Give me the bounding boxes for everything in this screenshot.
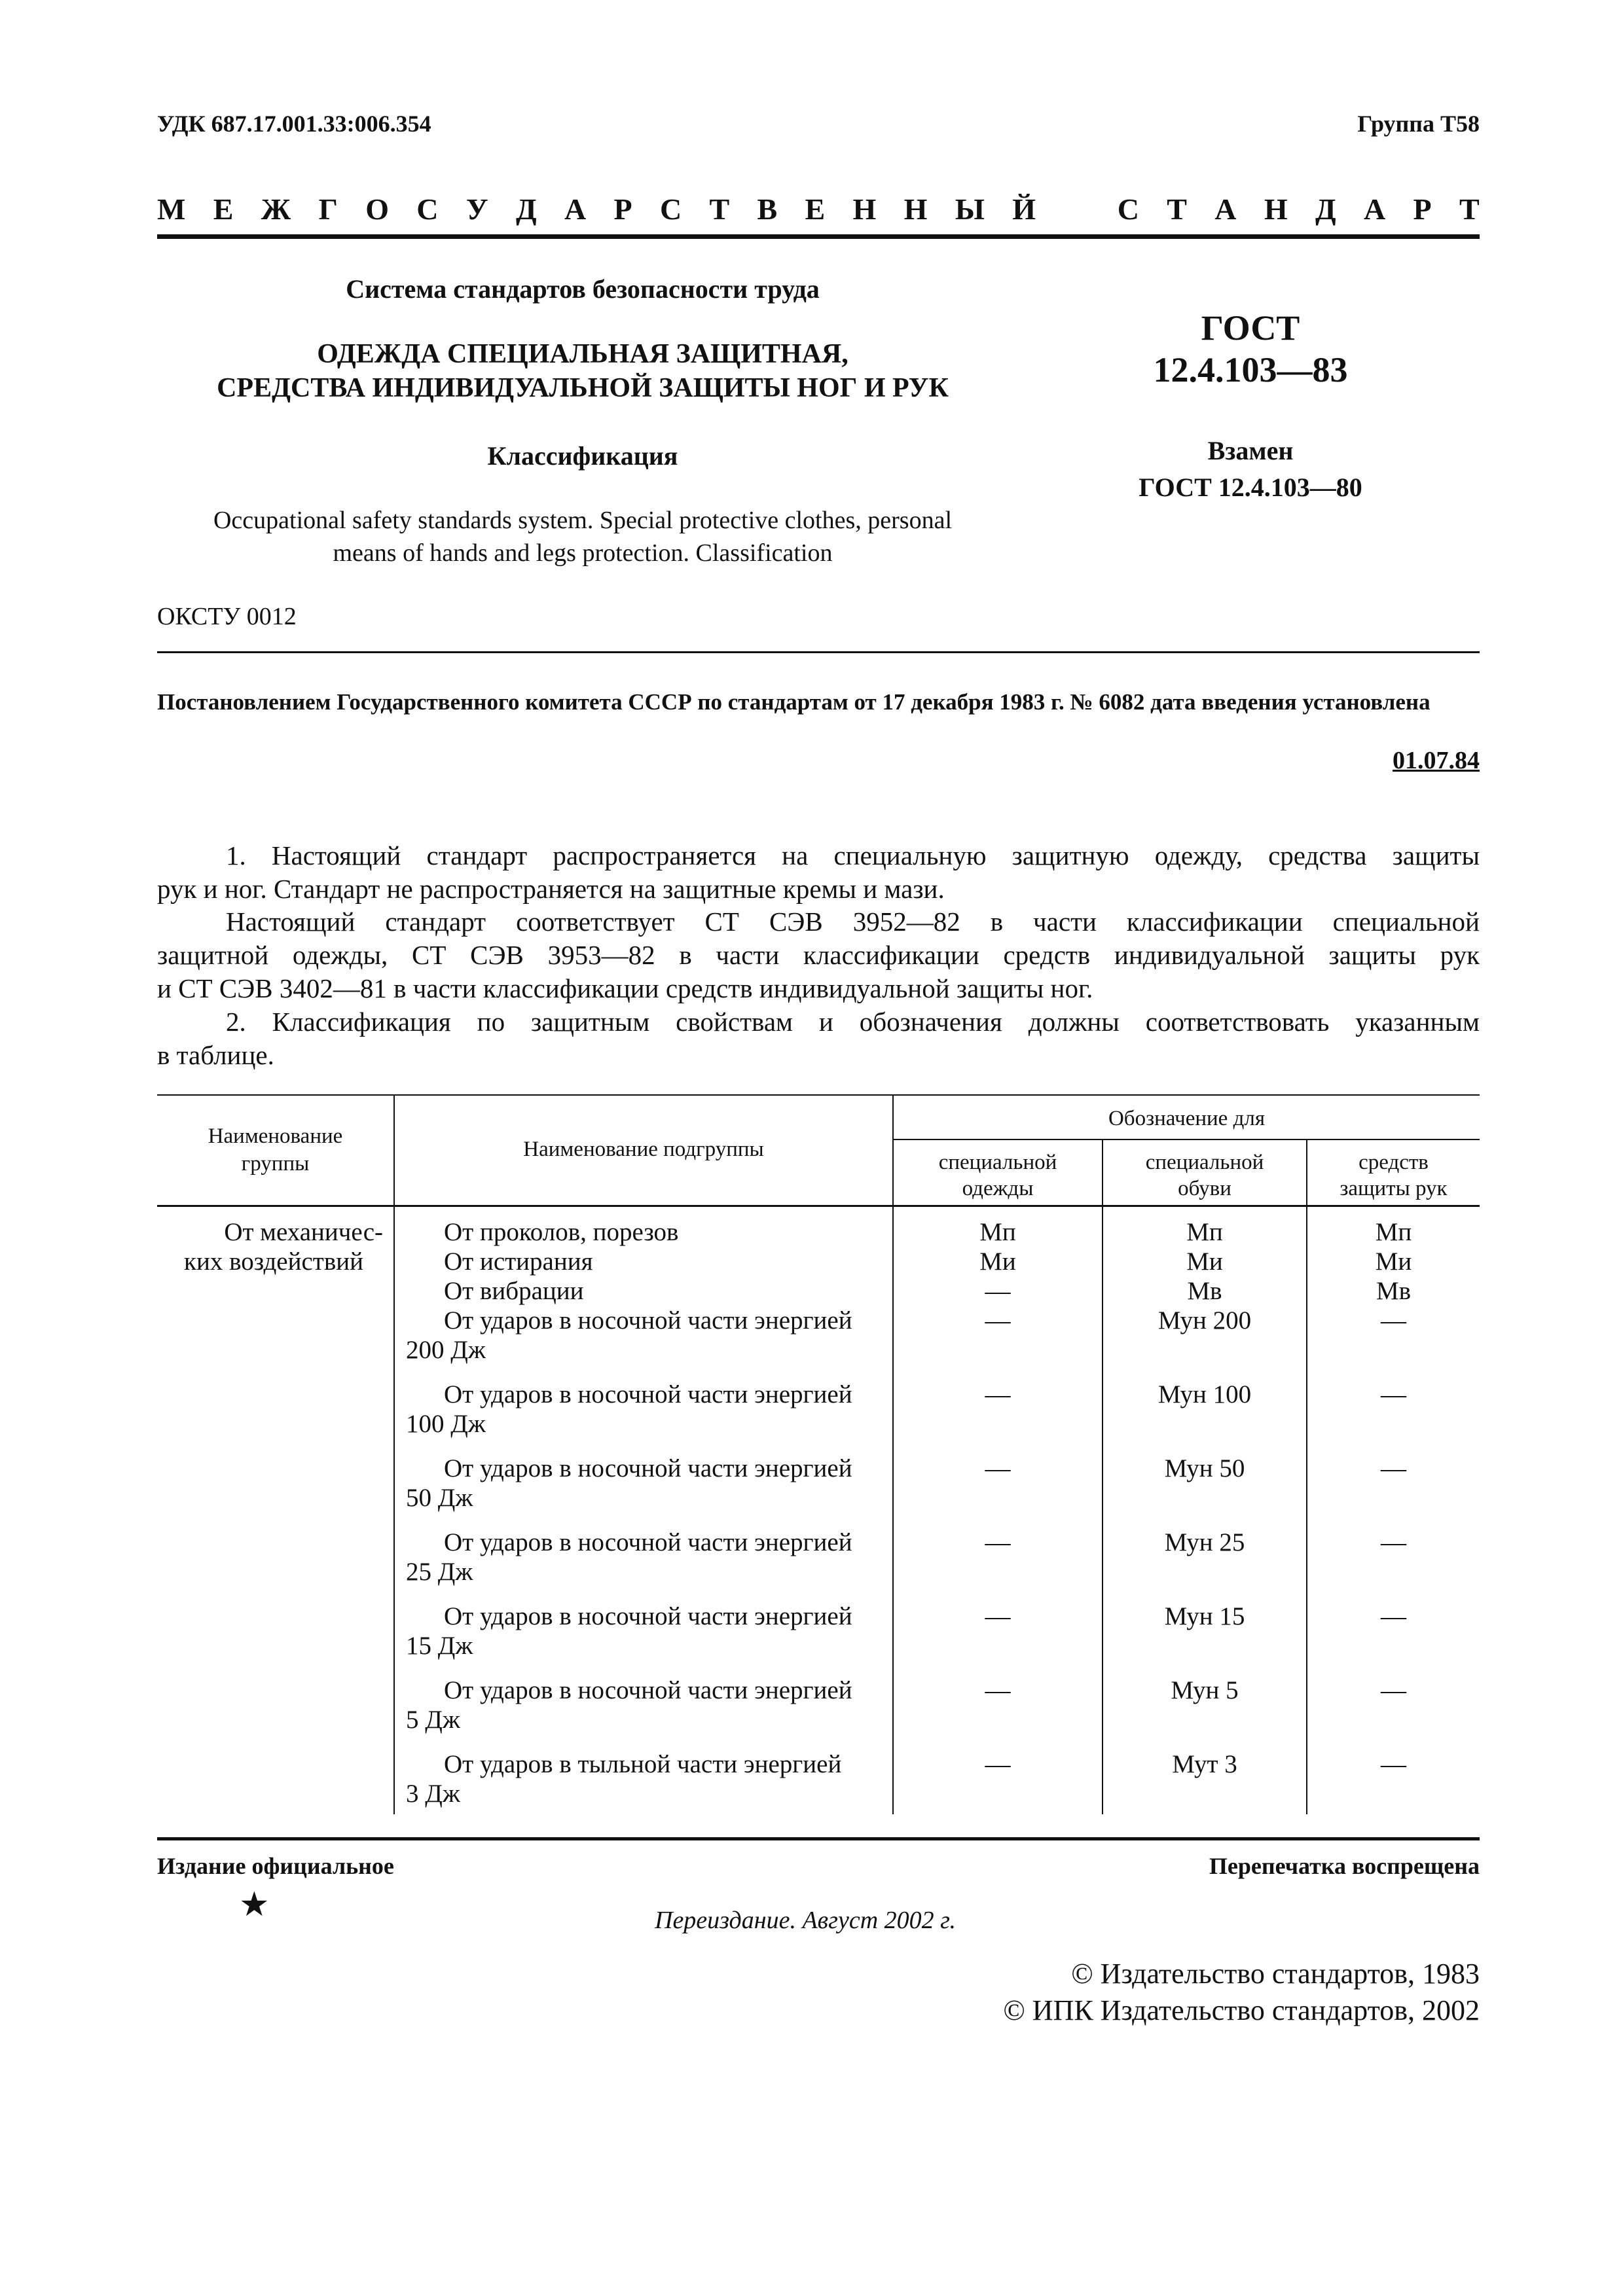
footwear-designation: Мун 100 xyxy=(1158,1380,1252,1408)
banner-letter: С xyxy=(659,192,682,226)
subgroup-name-line2: 100 Дж xyxy=(406,1410,486,1438)
hands-designation: — xyxy=(1381,1454,1406,1482)
table-header-bottom-line xyxy=(157,1205,1480,1207)
banner-letter: М xyxy=(157,192,186,226)
clothing-designation: — xyxy=(985,1676,1011,1704)
banner-letter: У xyxy=(465,192,488,226)
clothing-designation: — xyxy=(985,1454,1011,1482)
subgroup-name-line1: От ударов в носочной части энергией xyxy=(444,1306,852,1335)
banner-letter: С xyxy=(1117,192,1139,226)
middle-rule xyxy=(157,651,1480,653)
banner-letter: Г xyxy=(318,192,338,226)
header-subgroup-name: Наименование подгруппы xyxy=(523,1138,764,1161)
subgroup-name-line2: 5 Дж xyxy=(406,1706,460,1734)
clothing-designation: Ми xyxy=(979,1247,1016,1276)
group-name-line2: ких воздействий xyxy=(184,1247,363,1276)
copyright-2002: © ИПК Издательство стандартов, 2002 xyxy=(1003,1994,1480,2026)
replaces-number: ГОСТ 12.4.103—80 xyxy=(1139,473,1362,502)
paragraph-3 xyxy=(157,1005,1480,1072)
banner-letter: А xyxy=(1214,192,1237,226)
footwear-designation: Ми xyxy=(1186,1247,1223,1276)
hands-designation: — xyxy=(1381,1676,1406,1704)
subgroup-name-line1: От вибрации xyxy=(444,1277,584,1305)
banner-letter: Н xyxy=(852,192,877,226)
english-title-line1: Occupational safety standards system. Special protective clothes, personal xyxy=(213,507,953,534)
clothing-designation: — xyxy=(985,1528,1011,1556)
banner-letter: Т xyxy=(1459,192,1480,226)
table-subheader-line xyxy=(892,1139,1480,1140)
banner-letter: А xyxy=(1363,192,1386,226)
banner-letter: Т xyxy=(709,192,730,226)
paragraph-line: в таблице. xyxy=(157,1040,274,1070)
header-clothing-line2: одежды xyxy=(962,1177,1034,1200)
subgroup-name-line2: 200 Дж xyxy=(406,1336,486,1364)
paragraph-line: 2. Классификация по защитным свойствам и обозначения должны соответствовать указанным xyxy=(226,1007,1480,1037)
banner-letter: В xyxy=(757,192,778,226)
document-subtitle: Классификация xyxy=(487,441,678,471)
subgroup-name-line1: От ударов в тыльной части энергией xyxy=(444,1750,842,1778)
subgroup-name-line1: От ударов в носочной части энергией xyxy=(444,1676,852,1704)
paragraph-line: Настоящий стандарт соответствует СТ СЭВ 3952—82 в части классификации специальной xyxy=(226,906,1480,937)
banner-letter: С xyxy=(416,192,439,226)
standards-system: Система стандартов безопасности труда xyxy=(346,274,820,304)
banner-letter: Ж xyxy=(261,192,291,226)
group-name-line1: От механичес- xyxy=(224,1218,383,1246)
clothing-designation: — xyxy=(985,1277,1011,1305)
gost-label: ГОСТ xyxy=(1201,308,1300,348)
hands-designation: — xyxy=(1381,1528,1406,1556)
hands-designation: — xyxy=(1381,1306,1406,1335)
subgroup-name-line2: 50 Дж xyxy=(406,1484,473,1512)
header-hands-line1: средств xyxy=(1359,1151,1429,1174)
header-group-name-line2: группы xyxy=(241,1152,310,1175)
hands-designation: Мп xyxy=(1375,1218,1412,1246)
banner-letter: Ы xyxy=(955,192,985,226)
clothing-designation: — xyxy=(985,1306,1011,1335)
hands-designation: — xyxy=(1381,1380,1406,1408)
reissue-note: Переиздание. Август 2002 г. xyxy=(655,1907,956,1934)
subgroup-name-line1: От проколов, порезов xyxy=(444,1218,679,1246)
document-title-line2: СРЕДСТВА ИНДИВИДУАЛЬНОЙ ЗАЩИТЫ НОГ И РУК xyxy=(217,373,949,403)
header-hands-line2: защиты рук xyxy=(1340,1177,1448,1200)
subgroup-name-line2: 15 Дж xyxy=(406,1632,473,1660)
banner-letter: Р xyxy=(613,192,632,226)
subgroup-name-line1: От ударов в носочной части энергией xyxy=(444,1528,852,1556)
header-footwear-line2: обуви xyxy=(1178,1177,1231,1200)
replaces-label: Взамен xyxy=(1207,436,1294,465)
bottom-rule xyxy=(157,1837,1480,1840)
banner-letter: Д xyxy=(1315,192,1336,226)
hands-designation: — xyxy=(1381,1750,1406,1778)
banner-letter: Й xyxy=(1012,192,1036,226)
clothing-designation: — xyxy=(985,1750,1011,1778)
document-title-line1: ОДЕЖДА СПЕЦИАЛЬНАЯ ЗАЩИТНАЯ, xyxy=(317,339,848,369)
footwear-designation: Мп xyxy=(1186,1218,1223,1246)
interstate-standard-banner xyxy=(157,192,1480,226)
header-group-name-line1: Наименование xyxy=(208,1124,343,1148)
header-footwear-line1: специальной xyxy=(1145,1151,1264,1174)
header-designation-for: Обозначение для xyxy=(1108,1107,1266,1130)
footwear-designation: Мут 3 xyxy=(1172,1750,1237,1778)
footwear-designation: Мун 50 xyxy=(1164,1454,1245,1482)
banner-letter: Т xyxy=(1167,192,1187,226)
copyright-1983: © Издательство стандартов, 1983 xyxy=(1071,1958,1480,1990)
hands-designation: — xyxy=(1381,1602,1406,1630)
footwear-designation: Мун 25 xyxy=(1164,1528,1245,1556)
decree-text: Постановлением Государственного комитета СССР по стандартам от 17 декабря 1983 г. № 6082 дата введения установлена xyxy=(157,689,1431,715)
table-col-divider-1 xyxy=(393,1094,395,1814)
banner-letter: О xyxy=(365,192,389,226)
banner-letter: Н xyxy=(1264,192,1288,226)
hands-designation: Ми xyxy=(1375,1247,1412,1276)
clothing-designation: — xyxy=(985,1380,1011,1408)
subgroup-name-line1: От ударов в носочной части энергией xyxy=(444,1380,852,1408)
clothing-designation: Мп xyxy=(979,1218,1016,1246)
paragraph-1 xyxy=(157,839,1480,906)
udk-code: УДК 687.17.001.33:006.354 xyxy=(157,111,431,137)
subgroup-name-line1: От истирания xyxy=(444,1247,593,1276)
banner-letter: Е xyxy=(213,192,234,226)
header-clothing-line1: специальной xyxy=(938,1151,1057,1174)
footwear-designation: Мун 200 xyxy=(1158,1306,1252,1335)
okstu-code: ОКСТУ 0012 xyxy=(157,603,297,630)
paragraph-line: и СТ СЭВ 3402—81 в части классификации средств индивидуальной защиты ног. xyxy=(157,973,1093,1003)
official-edition: Издание официальное xyxy=(157,1853,394,1879)
group-code: Группа Т58 xyxy=(1357,111,1480,137)
banner-letter xyxy=(1063,192,1089,226)
footwear-designation: Мун 5 xyxy=(1171,1676,1239,1704)
subgroup-name-line1: От ударов в носочной части энергией xyxy=(444,1602,852,1630)
paragraph-line: защитной одежды, СТ СЭВ 3953—82 в части классификации средств индивидуальной защиты рук xyxy=(157,940,1480,970)
banner-letter: А xyxy=(564,192,587,226)
gost-number: 12.4.103—83 xyxy=(1153,350,1348,389)
banner-letter: Д xyxy=(515,192,537,226)
paragraph-2 xyxy=(157,905,1480,1005)
effective-date: 01.07.84 xyxy=(1393,747,1480,774)
banner-letter: Р xyxy=(1413,192,1432,226)
star-icon: ★ xyxy=(239,1886,270,1924)
english-title-line2: means of hands and legs protection. Classification xyxy=(333,539,833,567)
subgroup-name-line2: 3 Дж xyxy=(406,1780,460,1808)
footwear-designation: Мв xyxy=(1187,1277,1222,1305)
top-rule xyxy=(157,234,1480,239)
clothing-designation: — xyxy=(985,1602,1011,1630)
footwear-designation: Мун 15 xyxy=(1164,1602,1245,1630)
hands-designation: Мв xyxy=(1376,1277,1412,1305)
banner-letter: Н xyxy=(903,192,928,226)
subgroup-name-line2: 25 Дж xyxy=(406,1558,473,1586)
table-top-line xyxy=(157,1094,1480,1096)
reprint-prohibited: Перепечатка воспрещена xyxy=(1209,1853,1480,1879)
paragraph-line: рук и ног. Стандарт не распространяется на защитные кремы и мази. xyxy=(157,874,945,904)
paragraph-line: 1. Настоящий стандарт распространяется на специальную защитную одежду, средства защиты xyxy=(226,840,1480,870)
subgroup-name-line1: От ударов в носочной части энергией xyxy=(444,1454,852,1482)
banner-letter: Е xyxy=(805,192,826,226)
